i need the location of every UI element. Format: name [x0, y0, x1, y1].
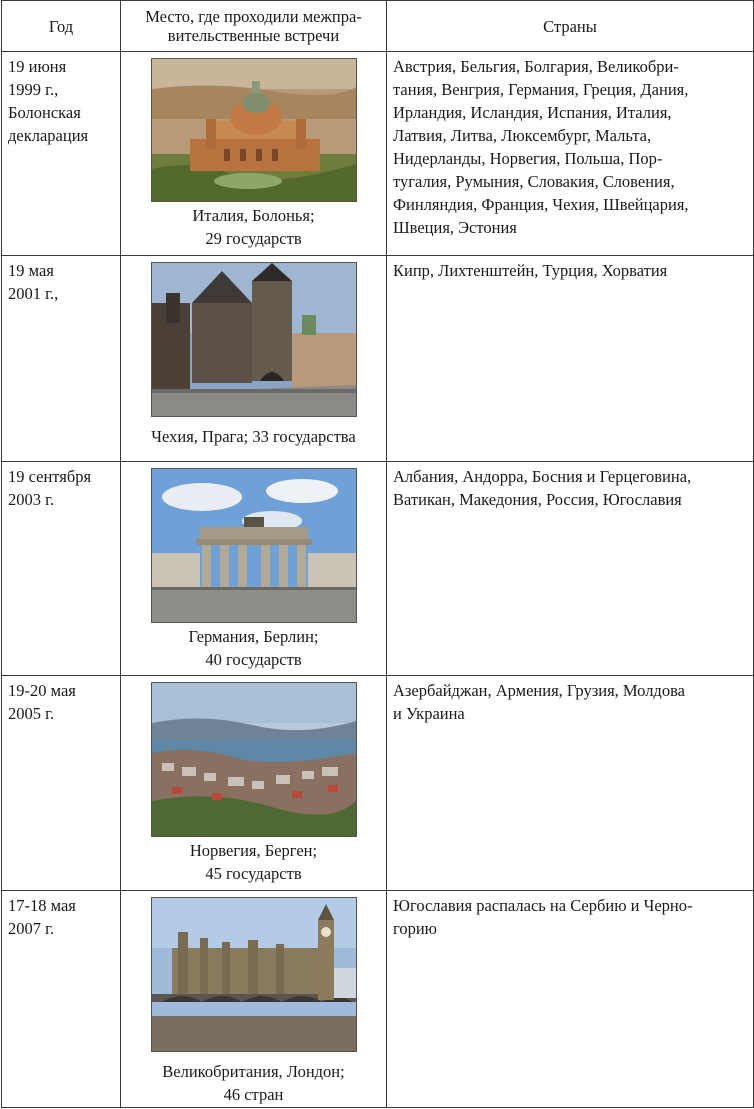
year-cell [2, 891, 121, 1108]
place-cell [121, 676, 387, 891]
year-text: 19-20 мая 2005 г. [8, 681, 76, 723]
countries-cell [387, 256, 754, 462]
year-cell [2, 462, 121, 676]
table-row [2, 676, 754, 891]
place-caption: Норвегия, Берген; 45 государств [189, 841, 318, 883]
countries-text: Югославия распалась на Сербию и Черно- горию [393, 896, 693, 938]
year-cell [2, 52, 121, 256]
year-cell [2, 256, 121, 462]
countries-text: Кипр, Лихтенштейн, Турция, Хорватия [393, 261, 668, 280]
place-caption: Великобритания, Лондон; 46 стран [162, 1062, 345, 1104]
table-header-row [2, 1, 754, 52]
place-caption: Чехия, Прага; 33 государства [151, 427, 356, 446]
countries-text: Азербайджан, Армения, Грузия, Молдова и Украина [393, 681, 685, 723]
place-caption: Германия, Берлин; 40 государств [188, 627, 319, 669]
table-row [2, 52, 754, 256]
countries-cell [387, 52, 754, 256]
header-countries: Страны [387, 1, 754, 52]
place-cell [121, 462, 387, 676]
place-caption: Италия, Болонья; 29 государств [192, 206, 315, 248]
countries-cell [387, 891, 754, 1108]
berlin-photo [151, 468, 357, 623]
bologna-process-table [1, 0, 754, 1108]
place-cell [121, 52, 387, 256]
year-cell [2, 676, 121, 891]
header-place: Место, где проходили межпра- вительственные встречи [121, 1, 387, 52]
year-text: 19 сентября 2003 г. [8, 467, 92, 509]
london-photo [151, 897, 357, 1052]
countries-text: Албания, Андорра, Босния и Герцеговина, Ватикан, Македония, Россия, Югославия [393, 467, 692, 509]
bologna-photo [151, 58, 357, 202]
table-row [2, 462, 754, 676]
prague-photo [151, 262, 357, 417]
year-text: 19 мая 2001 г., [8, 261, 59, 303]
countries-text: Австрия, Бельгия, Болгария, Великобри- тания, Венгрия, Германия, Греция, Дания, Ирландия, Исландия, Испания, Италия, Латвия, Литва, Люксембург, Мальта, Нидерланды, Норвегия, Польша, Пор- тугалия, Румыния, Словакия, Словения, Финляндия, Франция, Чехия, Швейцария, Швеция, Эстония [393, 57, 689, 237]
place-cell [121, 256, 387, 462]
countries-cell [387, 676, 754, 891]
table-row [2, 256, 754, 462]
year-text: 19 июня 1999 г., Болонская декларация [8, 57, 89, 145]
header-year: Год [2, 1, 121, 52]
year-text: 17-18 мая 2007 г. [8, 896, 76, 938]
bergen-photo [151, 682, 357, 837]
table-row [2, 891, 754, 1108]
place-cell [121, 891, 387, 1108]
countries-cell [387, 462, 754, 676]
